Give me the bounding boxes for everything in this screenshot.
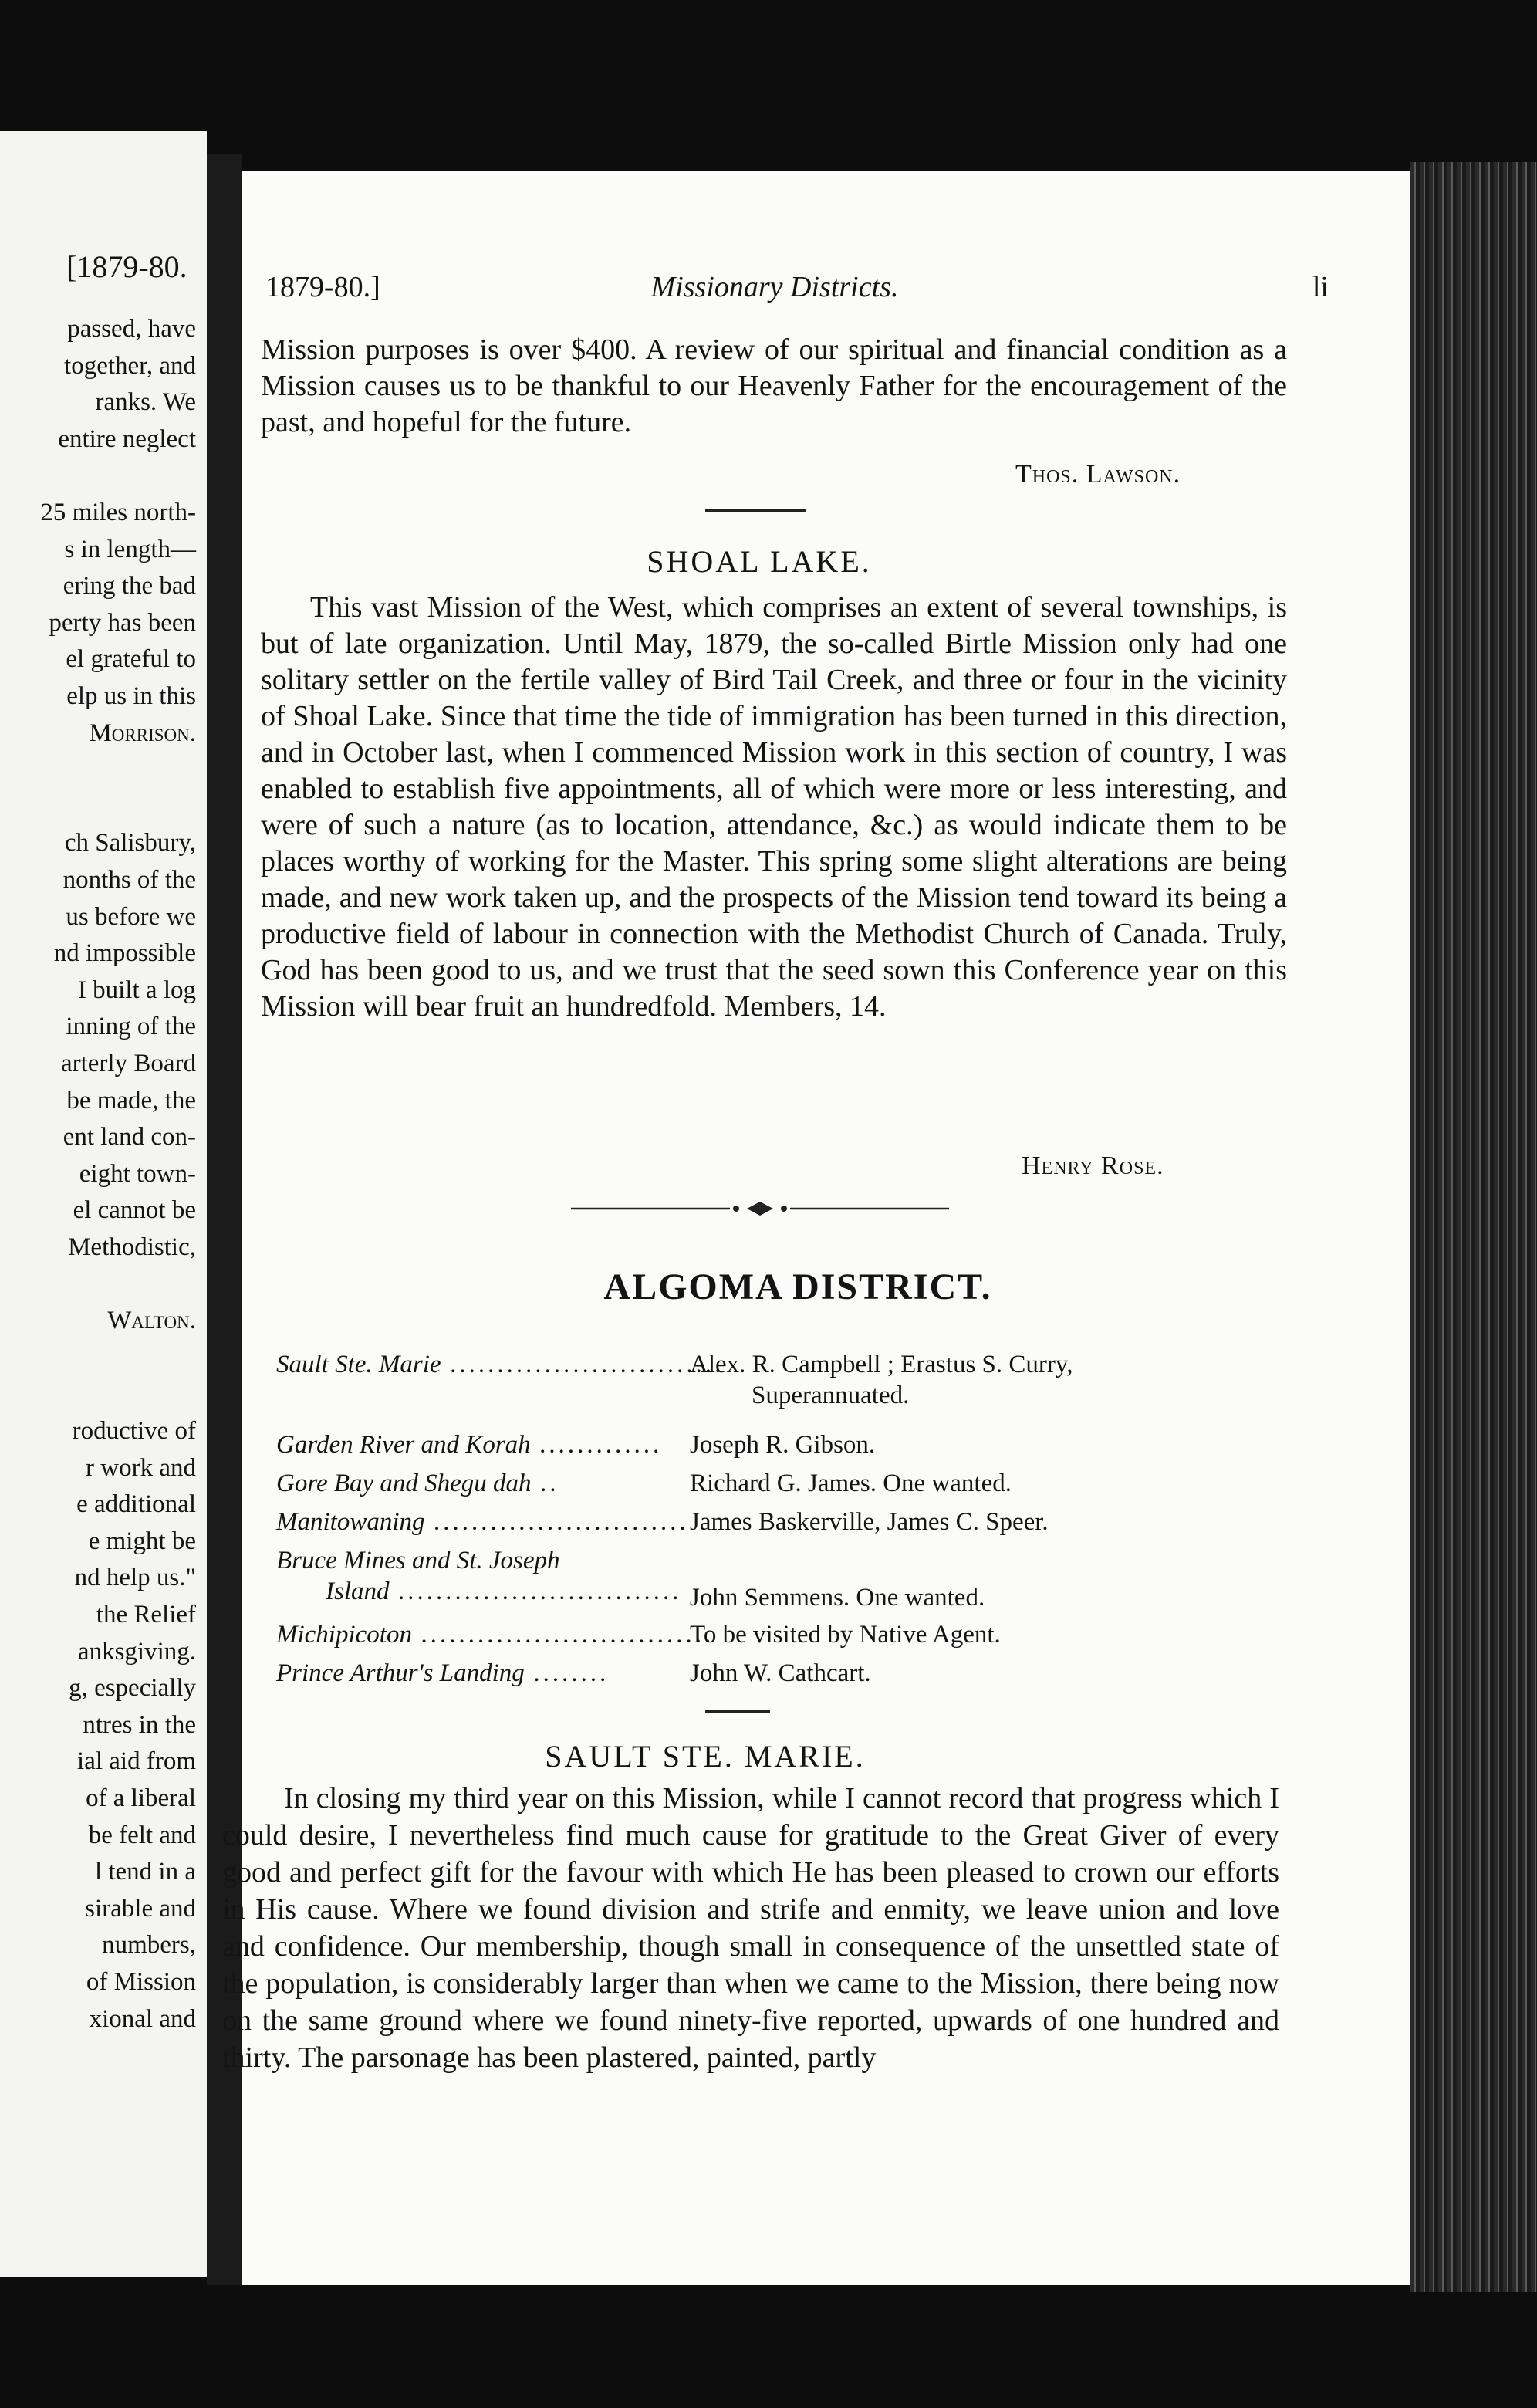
left-page-fragment: elp us in this [66,682,196,710]
station-missionaries: To be visited by Native Agent. [690,1621,1001,1649]
left-page-fragment: numbers, [102,1931,196,1960]
left-page-fragment: roductive of [72,1417,196,1445]
left-page-fragment: of Mission [86,1968,196,1996]
left-page-fragment: ntres in the [83,1710,196,1739]
station-name-text: Garden River and Korah [276,1431,531,1459]
left-page-fragment: eight town- [79,1159,196,1188]
left-page-fragment: el cannot be [73,1196,196,1225]
station-name: Michipicoton ............................... [276,1621,714,1649]
left-page-fragment: g, especially [69,1674,196,1703]
section-rule [705,509,806,512]
station-missionaries: James Baskerville, James C. Speer. [690,1508,1049,1536]
station-name-text: Michipicoton [276,1621,412,1649]
left-page-fragment: together, and [64,351,196,380]
left-page-fragment: be made, the [66,1086,196,1114]
right-page [222,171,1410,2285]
shoal-lake-heading: SHOAL LAKE. [647,544,872,579]
left-page-fragment: entire neglect [58,424,196,453]
station-missionaries [690,1349,1276,1411]
station-row [242,1429,1322,1460]
left-page-fragment: be felt and [88,1821,196,1849]
left-page-fragment: ering the bad [62,572,196,600]
page-header-date: 1879-80.] [265,271,380,303]
left-page-fragment: the Relief [96,1601,196,1628]
station-missionaries: Joseph R. Gibson. [690,1431,876,1459]
left-page-fragment: Walton. [107,1307,196,1335]
page-number: li [1312,271,1329,303]
lawson-report-text [261,332,1287,441]
left-page-fragment: sirable and [85,1894,196,1923]
left-page-fragment: Morrison. [89,719,196,747]
left-page-fragment: e additional [76,1490,196,1519]
left-page-fragment: xional and [89,2004,196,2033]
algoma-district-heading: ALGOMA DISTRICT. [603,1267,992,1307]
left-page-fragment: l tend in a [94,1858,196,1886]
left-page-fragment: Methodistic, [68,1233,196,1261]
section-rule [705,1710,770,1713]
sault-paragraph: In closing my third year on this Mission, while I cannot record that progress which I could desire, I nevertheless find much cause for gratitude to the Great Giver of every good and perfect gift for the favour with which He has been pleased to crown our efforts in His cause. Where we found division and strife and enmity, we leave union and love and confidence. Our membership, though small in consequence of the unsettled state of the population, is considerably larger than when we came to the Mission, there being now on the same ground where we found ninety-five reported, upwards of one hundred and thirty. The parsonage has been plastered, painted, partly [222,1782,1279,2074]
station-name-text: Gore Bay and Shegu dah [276,1469,532,1497]
missionaries-text: Alex. R. Campbell ; Erastus S. Curry, [690,1351,1073,1378]
missionaries-continued: Superannuated. [752,1382,910,1409]
left-page-fragment: nd impossible [53,939,196,968]
station-missionaries: John Semmens. One wanted. [690,1584,985,1612]
station-name-text: Prince Arthur's Landing [276,1659,525,1687]
station-name: Gore Bay and Shegu dah .. [276,1469,560,1497]
left-page-fragment: inning of the [66,1013,196,1041]
left-page-fragment: nonths of the [62,866,196,894]
left-page-fragment: e might be [88,1527,196,1555]
lawson-signature: Thos. Lawson. [1015,460,1181,489]
station-missionaries: Richard G. James. One wanted. [690,1469,1012,1497]
station-row [242,1658,1322,1689]
left-page-fragment: of a liberal [86,1784,196,1812]
left-page-fragment: ranks. We [95,388,196,417]
left-page-fragment: ch Salisbury, [64,829,196,857]
left-page-fragment: perty has been [49,608,196,637]
station-row [242,1468,1322,1499]
shoal-lake-text [261,590,1287,1025]
station-missionaries: John W. Cathcart. [690,1659,871,1687]
left-page-fragment: 25 miles north- [40,499,196,526]
ornamental-divider [571,1199,949,1218]
left-page-fragment: anksgiving. [77,1637,196,1666]
station-row [242,1619,1322,1650]
shoal-lake-paragraph: This vast Mission of the West, which comprises an extent of several townships, is but of late organization. Until May, 1879, the so-called Birtle Mission only had one solitary settler on the fertile valley of Bird Tail Creek, and three or four in the vicinity of Shoal Lake. Since that time the tide of immigration has been turned in this direction, and in October last, when I commenced Mission work in this section of country, I was enabled to establish five appointments, all of which were more or less interesting, and were of such a nature (as to location, attendance, &c.) as would indicate them to be places worthy of working for the Master. This spring some slight alterations are being made, and new work taken up, and the prospects of the Mission tend toward its being a productive field of labour in connection with the Methodist Church of Canada. Truly, God has been good to us, and we trust that the seed sown this Conference year on this Mission will bear fruit an hundredfold. Members, 14. [261,591,1287,1023]
sault-ste-marie-heading: SAULT STE. MARIE. [545,1739,866,1774]
left-page-fragment: ial aid from [77,1747,196,1776]
left-page-fragment: nd help us." [74,1564,196,1592]
left-page-fragment: r work and [86,1453,196,1482]
left-page-fragment: ent land con- [62,1123,196,1152]
station-row [242,1349,1322,1411]
left-page-fragment: el grateful to [66,645,196,674]
left-page [0,131,207,2277]
left-page-fragment: arterly Board [60,1050,196,1077]
lawson-paragraph: Mission purposes is over $400. A review of our spiritual and financial condition as a Mission causes us to be thankful to our Heavenly Father for the encouragement of the past, and hopeful for the future. [261,333,1287,438]
station-name: Bruce Mines and St. Joseph Island .............................. [276,1547,683,1605]
station-row [242,1545,1322,1613]
page-header-title: Missionary Districts. [650,271,899,303]
page-edges [1410,162,1537,2292]
station-row [242,1507,1322,1537]
left-page-fragment: us before we [66,902,196,931]
station-name-text: Sault Ste. Marie [276,1351,441,1378]
station-name-continued: Island [326,1578,390,1605]
station-name: Manitowaning ........................... [276,1508,690,1536]
sault-ste-marie-text [222,1780,1279,2076]
station-name: Sault Ste. Marie ............................. [276,1351,725,1378]
station-name: Prince Arthur's Landing ........ [276,1659,610,1687]
left-page-fragment: s in length— [64,535,196,563]
station-name-text: Manitowaning [276,1508,425,1536]
left-page-fragment: I built a log [77,976,196,1004]
left-page-fragment: passed, have [67,315,196,343]
station-name: Garden River and Korah ............. [276,1431,664,1459]
station-name-text: Bruce Mines and St. Joseph [276,1547,560,1574]
rose-signature: Henry Rose. [1022,1152,1164,1180]
left-page-header: [1879-80. [66,249,187,284]
